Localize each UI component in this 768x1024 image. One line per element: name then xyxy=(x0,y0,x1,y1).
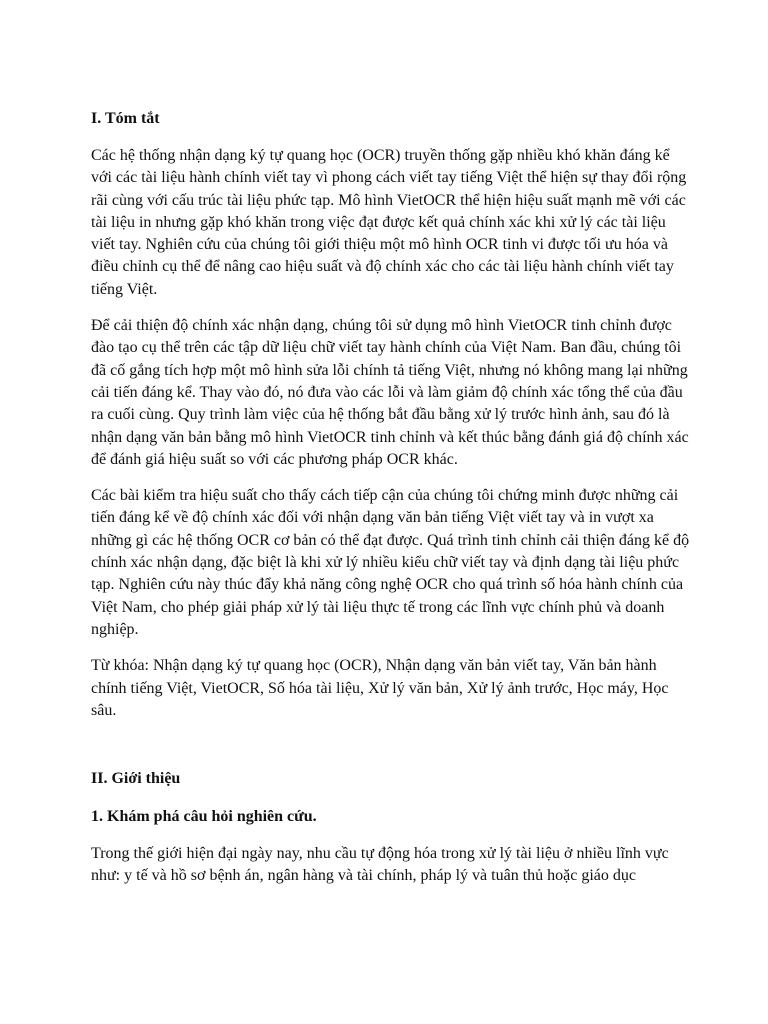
section-abstract xyxy=(91,108,691,722)
document-page xyxy=(91,108,691,888)
introduction-paragraph: Trong thế giới hiện đại ngày nay, nhu cầu tự động hóa trong xử lý tài liệu ở nhiều lĩnh vực như: y tế và hồ sơ bệnh án, ngân hàng và tài chính, pháp lý và tuân thủ hoặc giáo dục xyxy=(91,845,669,885)
section-heading-introduction: II. Giới thiệu xyxy=(91,770,181,788)
section-heading-abstract: I. Tóm tắt xyxy=(91,110,160,127)
abstract-paragraph-1: Các hệ thống nhận dạng ký tự quang học (OCR) truyền thống gặp nhiều khó khăn đáng kể với các tài liệu hành chính viết tay vì phong cách viết tay tiếng Việt thể hiện sự thay đổi rộng rãi cùng với cấu trúc tài liệu phức tạp. Mô hình VietOCR thể hiện hiệu suất mạnh mẽ với các tài liệu in nhưng gặp khó khăn trong việc đạt được kết quả chính xác khi xử lý các tài liệu viết tay. Nghiên cứu của chúng tôi giới thiệu một mô hình OCR tinh vi được tối ưu hóa và điều chỉnh cụ thể để nâng cao hiệu suất và độ chính xác cho các tài liệu hành chính viết tay tiếng Việt. xyxy=(91,147,687,298)
abstract-paragraph-3: Các bài kiểm tra hiệu suất cho thấy cách tiếp cận của chúng tôi chứng minh được những cải tiến đáng kể về độ chính xác đối với nhận dạng văn bản tiếng Việt viết tay và in vượt xa những gì các hệ thống OCR cơ bản có thể đạt được. Quá trình tinh chỉnh cải thiện đáng kể độ chính xác nhận dạng, đặc biệt là khi xử lý nhiều kiểu chữ viết tay và định dạng tài liệu phức tạp. Nghiên cứu này thúc đẩy khả năng công nghệ OCR cho quá trình số hóa hành chính của Việt Nam, cho phép giải pháp xử lý tài liệu thực tế trong các lĩnh vực chính phủ và doanh nghiệp. xyxy=(91,487,690,638)
keywords-paragraph: Từ khóa: Nhận dạng ký tự quang học (OCR), Nhận dạng văn bản viết tay, Văn bản hành chính tiếng Việt, VietOCR, Số hóa tài liệu, Xử lý văn bản, Xử lý ảnh trước, Học máy, Học sâu. xyxy=(91,657,669,719)
subsection-heading-research-question: 1. Khám phá câu hỏi nghiên cứu. xyxy=(91,808,317,826)
section-introduction xyxy=(91,768,691,888)
abstract-paragraph-2: Để cải thiện độ chính xác nhận dạng, chúng tôi sử dụng mô hình VietOCR tinh chỉnh được đào tạo cụ thể trên các tập dữ liệu chữ viết tay hành chính của Việt Nam. Ban đầu, chúng tôi đã cố gắng tích hợp một mô hình sửa lỗi chính tả tiếng Việt, nhưng nó không mang lại những cải tiến đáng kể. Thay vào đó, nó đưa vào các lỗi và làm giảm độ chính xác tổng thể của đầu ra cuối cùng. Quy trình làm việc của hệ thống bắt đầu bằng xử lý trước hình ảnh, sau đó là nhận dạng văn bản bằng mô hình VietOCR tinh chỉnh và kết thúc bằng đánh giá độ chính xác để đánh giá hiệu suất so với các phương pháp OCR khác. xyxy=(91,317,689,468)
